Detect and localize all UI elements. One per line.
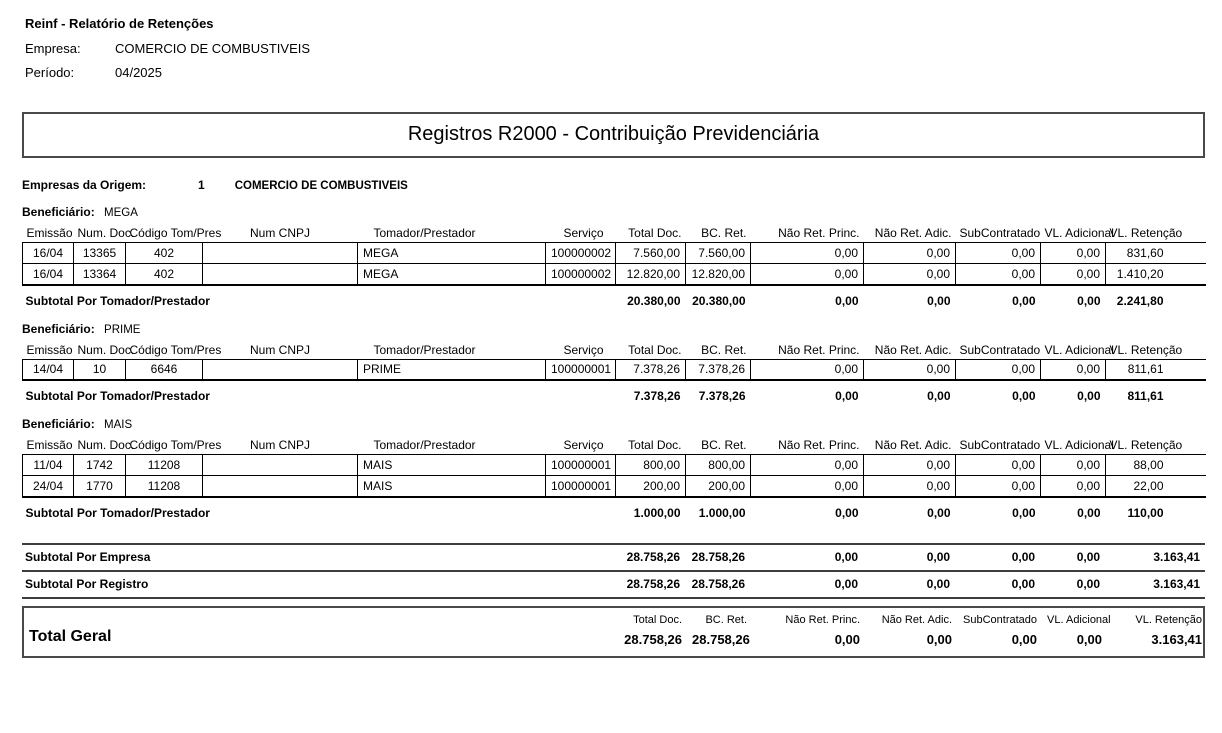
column-header: Emissão — [26, 438, 73, 452]
total-column-header: Não Ret. Adic. — [881, 613, 953, 626]
cell: 0,00 — [1041, 455, 1106, 476]
column-header: Não Ret. Adic. — [874, 342, 952, 357]
subtotal-empresa-value: 0,00 — [926, 549, 951, 564]
cell: 12.820,00 — [616, 264, 686, 285]
cell: 0,00 — [864, 243, 956, 264]
column-header: Num. Doc. — [77, 438, 135, 452]
cell: 0,00 — [751, 264, 864, 285]
empresa-line — [25, 41, 1205, 56]
subtotal-empresa-value: 0,00 — [1011, 549, 1036, 564]
divider-rule — [22, 597, 1205, 599]
column-header: Emissão — [26, 226, 73, 240]
total-geral-value: 0,00 — [926, 631, 953, 647]
subtotal-tomador-label: Subtotal Por Tomador/Prestador — [25, 389, 210, 403]
column-header-row — [23, 224, 1206, 243]
total-column-header: SubContratado — [963, 613, 1038, 626]
cell: 0,00 — [956, 455, 1041, 476]
data-row — [23, 476, 1206, 497]
column-header: SubContratado — [959, 438, 1041, 452]
periodo-value: 04/2025 — [115, 65, 162, 80]
beneficiario-value: MAIS — [104, 419, 133, 431]
total-geral-value: 0,00 — [1076, 631, 1103, 647]
subtotal-registro-label: Subtotal Por Registro — [25, 576, 149, 591]
cell: 1.410,20 — [1106, 264, 1206, 285]
cell: 13365 — [74, 243, 126, 264]
cell: 1770 — [74, 476, 126, 497]
cell: 811,61 — [1106, 359, 1206, 380]
column-header: BC. Ret. — [701, 342, 747, 357]
beneficiario-group — [22, 322, 1205, 405]
cell: 200,00 — [686, 476, 751, 497]
cell: 10 — [74, 359, 126, 380]
cell: 402 — [126, 264, 203, 285]
cell: 0,00 — [1041, 243, 1106, 264]
cell: 0,00 — [751, 359, 864, 380]
subtotal-registro-value: 28.758,26 — [626, 576, 680, 591]
column-header: SubContratado — [959, 226, 1041, 240]
cell: MAIS — [358, 476, 546, 497]
column-header-row — [23, 341, 1206, 360]
column-header: VL. Retenção — [1109, 226, 1183, 240]
cell: 0,00 — [956, 359, 1041, 380]
beneficiario-line — [22, 205, 1205, 219]
report-header — [25, 16, 1205, 80]
subtotal-empresa-value: 0,00 — [834, 549, 859, 564]
subtotal-tomador-value: 0,00 — [927, 389, 951, 403]
subtotal-registro-row — [22, 571, 1205, 597]
column-header: VL. Retenção — [1109, 438, 1183, 452]
beneficiario-value: PRIME — [104, 323, 141, 336]
subtotal-tomador-value: 0,00 — [1012, 505, 1036, 520]
beneficiario-group — [22, 417, 1205, 521]
column-header: Código Tom/Pres — [129, 226, 222, 240]
cell: 0,00 — [956, 264, 1041, 285]
cell: 16/04 — [23, 243, 74, 264]
column-header: Serviço — [563, 438, 604, 452]
column-header: Tomador/Prestador — [373, 226, 476, 240]
subtotal-tomador-value: 0,00 — [835, 293, 859, 308]
total-geral-value: 28.758,26 — [692, 631, 750, 647]
cell: 13364 — [74, 264, 126, 285]
subtotal-tomador-value: 0,00 — [1012, 389, 1036, 403]
column-header: SubContratado — [959, 342, 1041, 357]
cell: 11208 — [126, 455, 203, 476]
cell: 7.378,26 — [686, 359, 751, 380]
cell: PRIME — [358, 359, 546, 380]
cell: 800,00 — [686, 455, 751, 476]
periodo-label: Período: — [25, 65, 75, 80]
cell: 0,00 — [1041, 264, 1106, 285]
subtotal-empresa-value: 0,00 — [1076, 549, 1101, 564]
cell: 88,00 — [1106, 455, 1206, 476]
column-header: Código Tom/Pres — [129, 342, 222, 357]
subtotal-tomador-value: 0,00 — [927, 505, 951, 520]
report-title: Reinf - Relatório de Retenções — [25, 16, 214, 31]
column-header: Num CNPJ — [249, 342, 310, 357]
total-column-header: Total Doc. — [633, 613, 683, 626]
retencoes-table — [22, 224, 1206, 309]
subtotal-empresa-table — [22, 543, 1205, 570]
cell: 402 — [126, 243, 203, 264]
column-header: Tomador/Prestador — [373, 438, 476, 452]
column-header: VL. Adicional — [1044, 226, 1114, 240]
subtotal-registro-value: 0,00 — [926, 576, 950, 591]
periodo-line — [25, 65, 1205, 80]
total-geral-value: 3.163,41 — [1151, 631, 1203, 647]
total-column-header: Não Ret. Princ. — [785, 613, 861, 626]
data-row — [23, 264, 1206, 285]
total-geral-table — [24, 612, 1207, 647]
total-geral-header-row — [24, 612, 1207, 628]
column-header: Serviço — [563, 226, 604, 240]
cell: 100000002 — [546, 243, 616, 264]
cell: 16/04 — [23, 264, 74, 285]
subtotal-tomador-label: Subtotal Por Tomador/Prestador — [25, 505, 210, 520]
cell: 100000001 — [546, 476, 616, 497]
cell: 6646 — [126, 359, 203, 380]
cell: 24/04 — [23, 476, 74, 497]
cell: 0,00 — [751, 243, 864, 264]
subtotal-row — [23, 497, 1206, 521]
cell: 0,00 — [864, 264, 956, 285]
cell: 0,00 — [751, 476, 864, 497]
cell: 800,00 — [616, 455, 686, 476]
origem-number: 1 — [198, 178, 205, 192]
subtotal-tomador-value: 7.378,26 — [633, 389, 681, 403]
subtotal-tomador-value: 0,00 — [1077, 389, 1101, 403]
origem-company: COMERCIO DE COMBUSTIVEIS — [234, 180, 408, 192]
cell: 11/04 — [23, 455, 74, 476]
column-header: VL. Adicional — [1044, 342, 1114, 357]
column-header: Emissão — [26, 342, 73, 357]
beneficiario-line — [22, 417, 1205, 431]
column-header: Total Doc. — [628, 438, 682, 452]
subtotal-tomador-value: 20.380,00 — [627, 293, 681, 308]
column-header: Não Ret. Princ. — [778, 342, 860, 357]
beneficiario-line — [22, 322, 1205, 336]
column-header: Num. Doc. — [77, 226, 135, 240]
cell: 0,00 — [956, 476, 1041, 497]
cell: 0,00 — [956, 243, 1041, 264]
column-header-row — [23, 436, 1206, 455]
subtotal-empresa-value: 28.758,26 — [626, 549, 681, 564]
column-header: Total Doc. — [628, 342, 682, 357]
column-header: Num. Doc. — [77, 342, 135, 357]
cell: 0,00 — [751, 455, 864, 476]
subtotal-tomador-label: Subtotal Por Tomador/Prestador — [25, 293, 210, 308]
cell: MEGA — [358, 243, 546, 264]
total-geral-value: 0,00 — [1011, 631, 1038, 647]
retencoes-table — [22, 436, 1206, 521]
table-body — [23, 359, 1206, 380]
beneficiario-group — [22, 205, 1205, 309]
subtotal-tomador-value: 0,00 — [1077, 293, 1101, 308]
column-header: Num CNPJ — [249, 226, 310, 240]
empresa-value: COMERCIO DE COMBUSTIVEIS — [115, 41, 311, 56]
subtotal-tomador-value: 110,00 — [1127, 505, 1164, 520]
table-body — [23, 455, 1206, 497]
subtotal-registro-value: 0,00 — [834, 576, 858, 591]
cell: 0,00 — [1041, 476, 1106, 497]
cell: 7.378,26 — [616, 359, 686, 380]
cell — [203, 476, 358, 497]
cell: 831,60 — [1106, 243, 1206, 264]
total-geral-value: 28.758,26 — [624, 631, 683, 647]
origem-line — [22, 178, 1205, 192]
beneficiario-label: Beneficiário: — [22, 205, 95, 219]
cell — [203, 264, 358, 285]
cell: 100000001 — [546, 455, 616, 476]
subtotal-tomador-value: 0,00 — [1077, 505, 1101, 520]
total-column-header: VL. Retenção — [1135, 613, 1203, 626]
subtotal-row — [23, 380, 1206, 404]
section-title: Registros R2000 - Contribuição Previdenciária — [407, 123, 820, 145]
subtotal-empresa-value: 28.758,26 — [691, 549, 746, 564]
subtotal-empresa-value: 3.163,41 — [1153, 549, 1201, 564]
subtotal-registro-value: 28.758,26 — [691, 576, 745, 591]
subtotal-empresa-label: Subtotal Por Empresa — [25, 549, 151, 564]
subtotal-tomador-value: 0,00 — [835, 505, 859, 520]
cell: 0,00 — [864, 476, 956, 497]
column-header: Não Ret. Princ. — [778, 438, 860, 452]
subtotal-empresa-row — [22, 544, 1205, 570]
cell — [203, 455, 358, 476]
column-header: BC. Ret. — [701, 226, 747, 240]
total-column-header: BC. Ret. — [705, 613, 748, 626]
column-header: Serviço — [563, 342, 604, 357]
column-header: Num CNPJ — [249, 438, 310, 452]
cell: 200,00 — [616, 476, 686, 497]
cell: 22,00 — [1106, 476, 1206, 497]
cell: MAIS — [358, 455, 546, 476]
cell: 0,00 — [864, 455, 956, 476]
origem-label: Empresas da Origem: — [22, 178, 147, 192]
subtotal-tomador-value: 0,00 — [1012, 293, 1036, 308]
groups — [22, 205, 1205, 521]
cell: 7.560,00 — [686, 243, 751, 264]
cell: 12.820,00 — [686, 264, 751, 285]
column-header: Não Ret. Adic. — [874, 226, 952, 240]
cell: 7.560,00 — [616, 243, 686, 264]
total-geral-label: Total Geral — [29, 627, 112, 645]
subtotal-registro-value: 0,00 — [1076, 576, 1100, 591]
cell: 1742 — [74, 455, 126, 476]
cell: 0,00 — [864, 359, 956, 380]
subtotal-registro-table — [22, 570, 1205, 597]
column-header: Total Doc. — [628, 226, 682, 240]
beneficiario-label: Beneficiário: — [22, 321, 95, 336]
column-header: Código Tom/Pres — [129, 438, 222, 452]
beneficiario-label: Beneficiário: — [22, 417, 95, 431]
subtotal-registro-value: 0,00 — [1011, 576, 1035, 591]
cell: 100000001 — [546, 359, 616, 380]
section-title-box — [22, 112, 1205, 158]
column-header: Tomador/Prestador — [373, 342, 476, 357]
subtotal-tomador-value: 1.000,00 — [698, 505, 746, 520]
subtotal-tomador-value: 0,00 — [835, 389, 859, 403]
cell — [203, 359, 358, 380]
column-header: VL. Retenção — [1109, 342, 1183, 357]
subtotal-tomador-value: 811,61 — [1127, 389, 1164, 403]
data-row — [23, 359, 1206, 380]
column-header: VL. Adicional — [1044, 438, 1114, 452]
cell — [203, 243, 358, 264]
subtotal-tomador-value: 2.241,80 — [1116, 293, 1164, 308]
subtotal-registro-value: 3.163,41 — [1153, 576, 1200, 591]
subtotal-tomador-value: 1.000,00 — [633, 505, 681, 520]
cell: 100000002 — [546, 264, 616, 285]
data-row — [23, 243, 1206, 264]
empresa-label: Empresa: — [25, 41, 81, 56]
cell: 0,00 — [1041, 359, 1106, 380]
beneficiario-value: MEGA — [104, 207, 138, 219]
cell: 11208 — [126, 476, 203, 497]
total-geral-value: 0,00 — [834, 631, 861, 647]
data-row — [23, 455, 1206, 476]
column-header: Não Ret. Adic. — [874, 438, 952, 452]
total-column-header: VL. Adicional — [1047, 613, 1111, 626]
retencoes-table — [22, 341, 1206, 405]
subtotal-tomador-value: 0,00 — [927, 293, 951, 308]
subtotal-tomador-value: 7.378,26 — [698, 389, 746, 403]
subtotal-tomador-value: 20.380,00 — [692, 293, 746, 308]
cell: 14/04 — [23, 359, 74, 380]
total-geral-box — [22, 606, 1205, 658]
column-header: BC. Ret. — [701, 438, 747, 452]
subtotal-row — [23, 285, 1206, 309]
column-header: Não Ret. Princ. — [778, 226, 860, 240]
cell: MEGA — [358, 264, 546, 285]
table-body — [23, 243, 1206, 285]
